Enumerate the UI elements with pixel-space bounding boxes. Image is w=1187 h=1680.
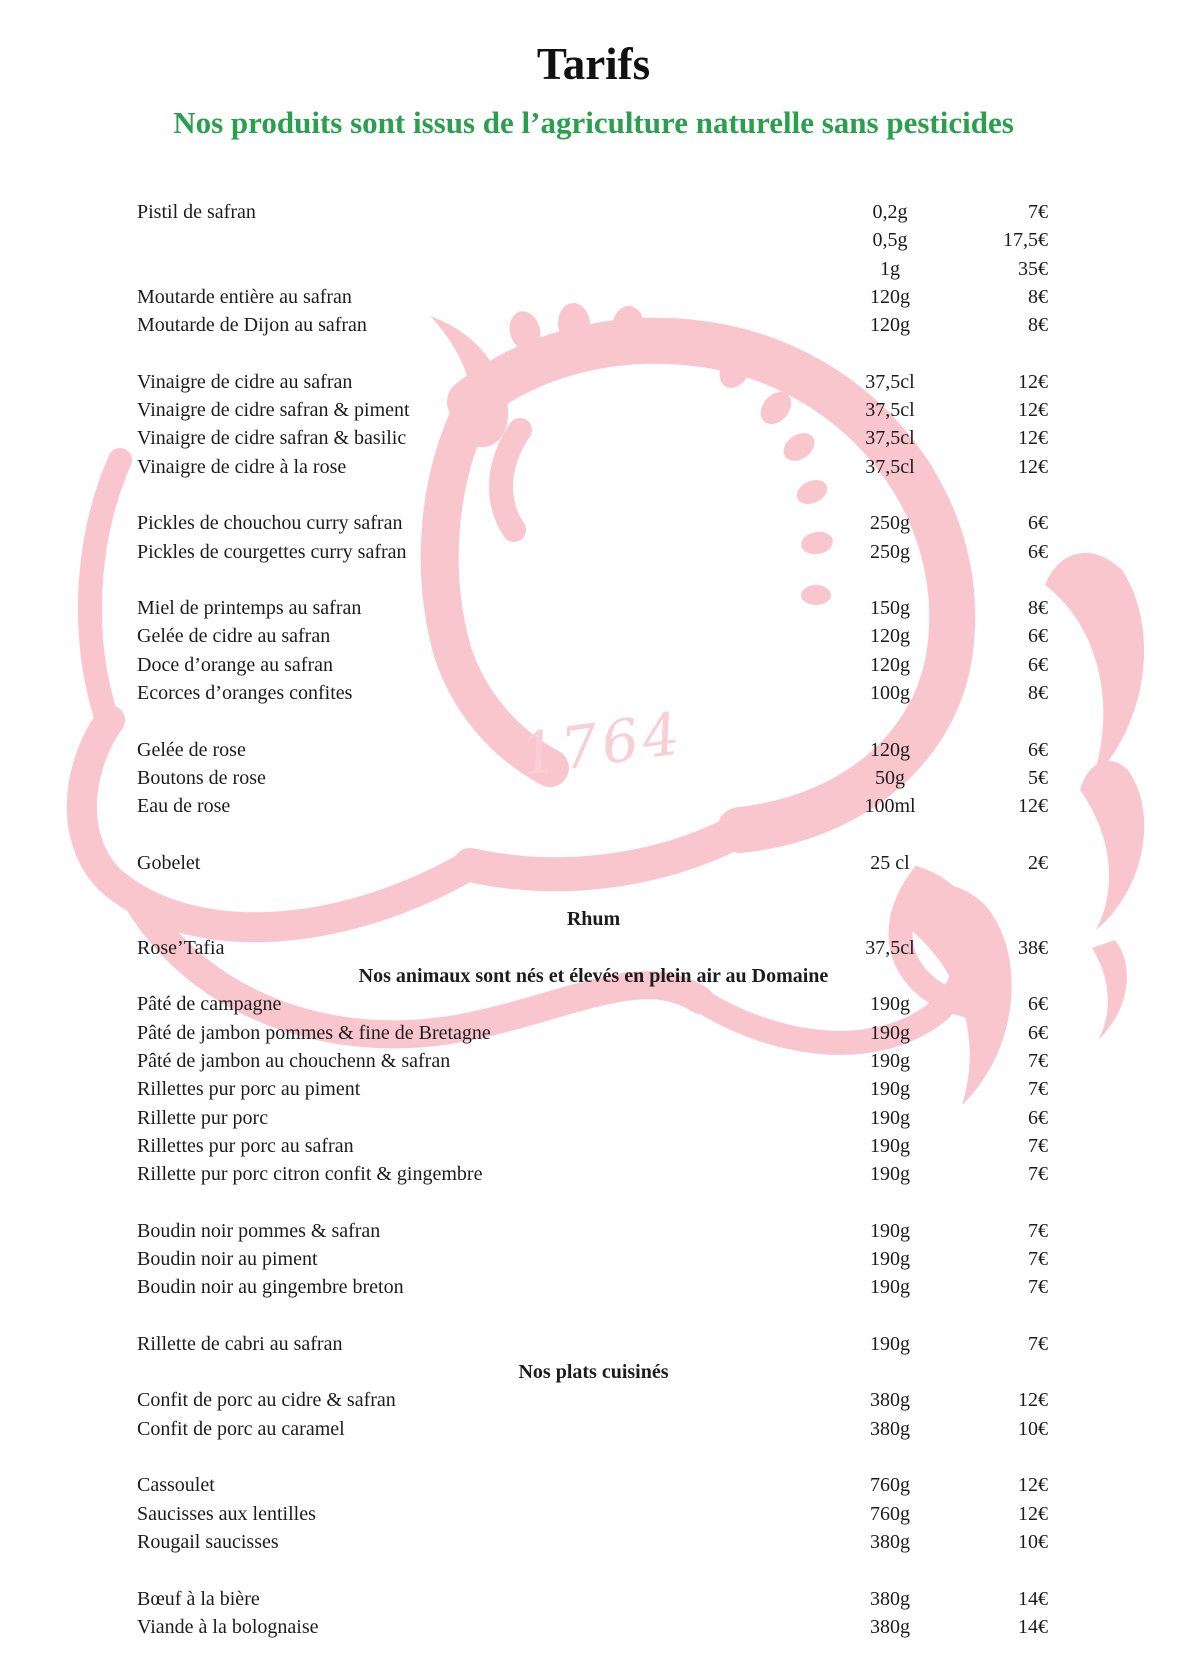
item-name: Pâté de jambon pommes & fine de Bretagne bbox=[137, 1021, 491, 1044]
price-row bbox=[0, 622, 1187, 650]
item-price: 12€ bbox=[1018, 795, 1048, 818]
price-row bbox=[0, 509, 1187, 537]
item-quantity: 760g bbox=[870, 1502, 910, 1525]
item-price: 6€ bbox=[1028, 993, 1048, 1016]
item-price: 12€ bbox=[1018, 1389, 1048, 1412]
item-name: Cassoulet bbox=[137, 1474, 215, 1497]
item-name: Vinaigre de cidre safran & basilic bbox=[137, 427, 407, 450]
item-quantity: 37,5cl bbox=[865, 455, 915, 478]
item-name: Pâté de campagne bbox=[137, 993, 282, 1016]
section-heading: Rhum bbox=[566, 908, 621, 931]
section-heading: Nos animaux sont nés et élevés en plein air au Domaine bbox=[358, 965, 829, 988]
item-price: 8€ bbox=[1028, 597, 1048, 620]
item-name: Vinaigre de cidre à la rose bbox=[137, 455, 347, 478]
item-name: Rillette de cabri au safran bbox=[137, 1332, 343, 1355]
item-price: 5€ bbox=[1028, 766, 1048, 789]
item-price: 35€ bbox=[1018, 257, 1048, 280]
price-row bbox=[0, 1075, 1187, 1103]
item-quantity: 190g bbox=[870, 1163, 910, 1186]
item-price: 7€ bbox=[1028, 1332, 1048, 1355]
item-quantity: 25 cl bbox=[870, 851, 910, 874]
item-quantity: 190g bbox=[870, 1078, 910, 1101]
item-name: Rougail saucisses bbox=[137, 1530, 279, 1553]
item-price: 6€ bbox=[1028, 738, 1048, 761]
item-quantity: 150g bbox=[870, 597, 910, 620]
item-quantity: 190g bbox=[870, 1134, 910, 1157]
item-quantity: 37,5cl bbox=[865, 399, 915, 422]
item-name: Boudin noir pommes & safran bbox=[137, 1219, 381, 1242]
item-name: Pickles de courgettes curry safran bbox=[137, 540, 407, 563]
price-row bbox=[0, 1330, 1187, 1358]
item-price: 6€ bbox=[1028, 1021, 1048, 1044]
spacer-row bbox=[0, 566, 1187, 594]
item-name: Gobelet bbox=[137, 851, 201, 874]
price-row bbox=[0, 1160, 1187, 1188]
item-price: 7€ bbox=[1028, 1134, 1048, 1157]
item-quantity: 760g bbox=[870, 1474, 910, 1497]
item-price: 7€ bbox=[1028, 1247, 1048, 1270]
item-name: Vinaigre de cidre safran & piment bbox=[137, 399, 410, 422]
item-name: Rillette pur porc citron confit & gingembre bbox=[137, 1163, 483, 1186]
price-row bbox=[0, 538, 1187, 566]
item-name: Gelée de rose bbox=[137, 738, 246, 761]
item-price: 6€ bbox=[1028, 540, 1048, 563]
price-row bbox=[0, 1613, 1187, 1641]
item-price: 6€ bbox=[1028, 512, 1048, 535]
item-quantity: 250g bbox=[870, 512, 910, 535]
spacer-row bbox=[0, 1188, 1187, 1216]
price-row bbox=[0, 1471, 1187, 1499]
item-quantity: 380g bbox=[870, 1615, 910, 1638]
item-name: Rillette pur porc bbox=[137, 1106, 269, 1129]
item-name: Boudin noir au piment bbox=[137, 1247, 318, 1270]
spacer-row bbox=[0, 821, 1187, 849]
item-name: Rillettes pur porc au piment bbox=[137, 1078, 361, 1101]
price-row bbox=[0, 1528, 1187, 1556]
item-name: Eau de rose bbox=[137, 795, 231, 818]
item-price: 7€ bbox=[1028, 201, 1048, 223]
item-quantity: 380g bbox=[870, 1417, 910, 1440]
item-name: Bœuf à la bière bbox=[137, 1587, 260, 1610]
price-row bbox=[0, 594, 1187, 622]
item-name: Doce d’orange au safran bbox=[137, 653, 334, 676]
price-row bbox=[0, 1500, 1187, 1528]
item-quantity: 120g bbox=[870, 653, 910, 676]
item-name: Confit de porc au caramel bbox=[137, 1417, 345, 1440]
item-price: 17,5€ bbox=[1003, 229, 1048, 252]
price-row bbox=[0, 1217, 1187, 1245]
item-name: Moutarde entière au safran bbox=[137, 285, 352, 308]
price-row bbox=[0, 792, 1187, 820]
item-price: 2€ bbox=[1028, 851, 1048, 874]
item-name: Boudin noir au gingembre breton bbox=[137, 1276, 404, 1299]
price-list bbox=[0, 198, 1187, 1641]
spacer-row bbox=[0, 339, 1187, 367]
item-price: 12€ bbox=[1018, 455, 1048, 478]
item-quantity: 120g bbox=[870, 625, 910, 648]
price-row bbox=[0, 1273, 1187, 1301]
spacer-row bbox=[0, 481, 1187, 509]
item-quantity: 50g bbox=[875, 766, 905, 789]
item-price: 6€ bbox=[1028, 653, 1048, 676]
subtitle-organic-claim: Nos produits sont issus de l’agriculture naturelle sans pesticides bbox=[173, 105, 1014, 140]
item-quantity: 190g bbox=[870, 1049, 910, 1072]
item-price: 6€ bbox=[1028, 1106, 1048, 1129]
price-row bbox=[0, 990, 1187, 1018]
item-price: 12€ bbox=[1018, 1474, 1048, 1497]
item-quantity: 190g bbox=[870, 1219, 910, 1242]
price-row bbox=[0, 764, 1187, 792]
price-row bbox=[0, 1047, 1187, 1075]
item-price: 12€ bbox=[1018, 427, 1048, 450]
item-quantity: 37,5cl bbox=[865, 427, 915, 450]
item-price: 14€ bbox=[1018, 1615, 1048, 1638]
item-name: Rillettes pur porc au safran bbox=[137, 1134, 354, 1157]
price-row bbox=[0, 1245, 1187, 1273]
price-row bbox=[0, 255, 1187, 283]
item-quantity: 380g bbox=[870, 1587, 910, 1610]
price-row bbox=[0, 679, 1187, 707]
price-row bbox=[0, 226, 1187, 254]
price-row bbox=[0, 1132, 1187, 1160]
item-quantity: 100g bbox=[870, 682, 910, 705]
spacer-row bbox=[0, 877, 1187, 905]
item-price: 12€ bbox=[1018, 399, 1048, 422]
item-price: 7€ bbox=[1028, 1163, 1048, 1186]
item-price: 8€ bbox=[1028, 285, 1048, 308]
item-quantity: 120g bbox=[870, 314, 910, 337]
spacer-row bbox=[0, 707, 1187, 735]
item-name: Moutarde de Dijon au safran bbox=[137, 314, 367, 337]
price-row bbox=[0, 283, 1187, 311]
item-name: Pistil de safran bbox=[137, 201, 256, 223]
item-name: Saucisses aux lentilles bbox=[137, 1502, 316, 1525]
price-row bbox=[0, 396, 1187, 424]
price-row bbox=[0, 311, 1187, 339]
item-quantity: 37,5cl bbox=[865, 370, 915, 393]
item-name: Gelée de cidre au safran bbox=[137, 625, 331, 648]
item-price: 7€ bbox=[1028, 1219, 1048, 1242]
item-name: Ecorces d’oranges confites bbox=[137, 682, 353, 705]
spacer-row bbox=[0, 1556, 1187, 1584]
price-row bbox=[0, 849, 1187, 877]
item-quantity: 190g bbox=[870, 1106, 910, 1129]
price-row bbox=[0, 368, 1187, 396]
price-row bbox=[0, 424, 1187, 452]
price-row bbox=[0, 1386, 1187, 1414]
watermark-year: 1764 bbox=[516, 698, 688, 790]
item-name: Rose’Tafia bbox=[137, 936, 225, 959]
item-price: 10€ bbox=[1018, 1417, 1048, 1440]
item-quantity: 100ml bbox=[864, 795, 916, 818]
item-price: 6€ bbox=[1028, 625, 1048, 648]
item-price: 8€ bbox=[1028, 314, 1048, 337]
item-quantity: 1g bbox=[880, 257, 900, 280]
item-name: Confit de porc au cidre & safran bbox=[137, 1389, 396, 1412]
item-quantity: 380g bbox=[870, 1389, 910, 1412]
item-name: Boutons de rose bbox=[137, 766, 266, 789]
item-price: 8€ bbox=[1028, 682, 1048, 705]
item-quantity: 190g bbox=[870, 1276, 910, 1299]
item-quantity: 37,5cl bbox=[865, 936, 915, 959]
item-quantity: 120g bbox=[870, 285, 910, 308]
item-name: Pickles de chouchou curry safran bbox=[137, 512, 403, 535]
price-row bbox=[0, 736, 1187, 764]
price-row bbox=[0, 198, 1187, 226]
item-quantity: 0,2g bbox=[872, 201, 908, 223]
item-price: 7€ bbox=[1028, 1049, 1048, 1072]
item-price: 10€ bbox=[1018, 1530, 1048, 1553]
item-name: Vinaigre de cidre au safran bbox=[137, 370, 353, 393]
price-row bbox=[0, 934, 1187, 962]
item-quantity: 250g bbox=[870, 540, 910, 563]
item-quantity: 380g bbox=[870, 1530, 910, 1553]
page-title: Tarifs bbox=[536, 39, 651, 89]
item-quantity: 120g bbox=[870, 738, 910, 761]
price-row bbox=[0, 1585, 1187, 1613]
spacer-row bbox=[0, 1302, 1187, 1330]
price-row bbox=[0, 453, 1187, 481]
price-row bbox=[0, 1019, 1187, 1047]
item-quantity: 190g bbox=[870, 993, 910, 1016]
section-heading: Nos plats cuisinés bbox=[518, 1361, 669, 1384]
item-price: 7€ bbox=[1028, 1276, 1048, 1299]
item-name: Miel de printemps au safran bbox=[137, 597, 362, 620]
item-name: Viande à la bolognaise bbox=[137, 1615, 319, 1638]
item-price: 12€ bbox=[1018, 1502, 1048, 1525]
price-row bbox=[0, 651, 1187, 679]
spacer-row bbox=[0, 1443, 1187, 1471]
item-quantity: 190g bbox=[870, 1021, 910, 1044]
item-quantity: 0,5g bbox=[872, 229, 908, 252]
price-row bbox=[0, 1104, 1187, 1132]
item-price: 14€ bbox=[1018, 1587, 1048, 1610]
item-price: 12€ bbox=[1018, 370, 1048, 393]
item-quantity: 190g bbox=[870, 1332, 910, 1355]
item-price: 7€ bbox=[1028, 1078, 1048, 1101]
item-name: Pâté de jambon au chouchenn & safran bbox=[137, 1049, 451, 1072]
item-price: 38€ bbox=[1018, 936, 1048, 959]
price-row bbox=[0, 1415, 1187, 1443]
item-quantity: 190g bbox=[870, 1247, 910, 1270]
